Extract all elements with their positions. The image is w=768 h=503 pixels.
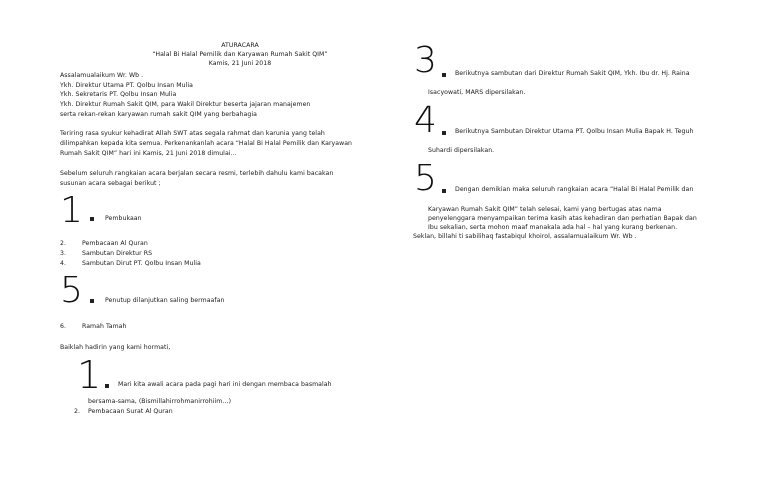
- opening-paragraph-line-1: Teriring rasa syukur kehadirat Allah SWT atas segala rahmat dan karunia yang telah: [60, 130, 325, 137]
- script-item-2-number: 2.: [74, 408, 81, 415]
- intro-paragraph-line-2: susunan acara sebagai berikut ;: [60, 180, 161, 187]
- script-item-4-line-1: Berikutnya Sambutan Direktur Utama PT. Qolbu Insan Mulia Bapak H. Teguh: [455, 128, 694, 135]
- opening-paragraph-line-2: dilimpahkan kepada kita semua. Perkenankanlah acara “Halal Bi Halal Pemilik dan Karyawan: [60, 140, 353, 147]
- agenda-item-5: Penutup dilanjutkan saling bermaafan: [105, 297, 225, 304]
- script-item-3-line-2: Isacyowati, MARS dipersilakan.: [428, 89, 526, 96]
- bullet-marker: [105, 384, 109, 388]
- script-number-1: 1: [77, 353, 102, 397]
- agenda-number-5: 5: [60, 270, 83, 311]
- agenda-item-4-number: 4.: [60, 260, 67, 267]
- bullet-marker: [442, 131, 446, 135]
- agenda-item-1: Pembukaan: [105, 215, 142, 222]
- greeting: Assalamualaikum Wr. Wb .: [60, 72, 144, 79]
- addressee-4: serta rekan-rekan karyawan rumah sakit QIM yang berbahagia: [60, 111, 257, 118]
- script-item-5-line-2: Karyawan Rumah Sakit QIM” telah selesai, kami yang bertugas atas nama: [428, 206, 662, 213]
- agenda-item-6: Ramah Tamah: [82, 323, 127, 330]
- opening-paragraph-line-3: Rumah Sakit QIM” hari ini Kamis, 21 Juni 2018 dimulai…: [60, 150, 237, 157]
- agenda-item-6-number: 6.: [60, 323, 67, 330]
- bullet-marker: [442, 189, 446, 193]
- script-item-5-line-3: penyelenggara menyampaikan terima kasih atas kehadiran dan perhatian Bapak dan: [428, 215, 697, 222]
- agenda-item-3-number: 3.: [60, 250, 67, 257]
- agenda-item-2: Pembacaan Al Quran: [82, 240, 148, 247]
- audience-address: Baiklah hadirin yang kami hormati,: [60, 344, 171, 351]
- script-item-1-line-1: Mari kita awali acara pada pagi hari ini dengan membaca basmalah: [118, 381, 332, 388]
- event-date: Kamis, 21 Juni 2018: [208, 60, 272, 67]
- addressee-2: Ykh. Sekretaris PT. Qolbu Insan Mulia: [60, 91, 177, 98]
- addressee-3: Ykh. Direktur Rumah Sakit QIM, para Wakil Direktur beserta jajaran manajemen: [60, 101, 311, 108]
- agenda-title: ATURACARA: [221, 42, 259, 49]
- intro-paragraph-line-1: Sebelum seluruh rangkaian acara berjalan secara resmi, terlebih dahulu kami bacakan: [60, 170, 334, 177]
- script-item-3-line-1: Berikutnya sambutan dari Direktur Rumah Sakit QIM, Ykh. Ibu dr. Hj. Raina: [455, 70, 690, 77]
- closing-statement: Seklan, billahi ti sabilihaq fastabiqul khoirol, assalamualaikum Wr. Wb .: [413, 233, 637, 240]
- addressee-1: Ykh. Direktur Utama PT. Qolbu Insan Mulia: [60, 82, 193, 89]
- event-subtitle: “Halal Bi Halal Pemilik dan Karyawan Rumah Sakit QIM”: [152, 51, 328, 58]
- script-item-5-line-4: Ibu sekalian, serta mohon maaf manakala ada hal – hal yang kurang berkenan.: [428, 224, 678, 231]
- bullet-marker: [90, 299, 94, 303]
- agenda-item-2-number: 2.: [60, 240, 67, 247]
- agenda-item-3: Sambutan Direktur RS: [82, 250, 153, 257]
- agenda-item-4: Sambutan Dirut PT. Qolbu Insan Mulia: [82, 260, 201, 267]
- bullet-marker: [90, 217, 94, 221]
- agenda-number-1: 1: [60, 190, 83, 231]
- script-item-5-line-1: Dengan demikian maka seluruh rangkaian acara “Halal Bi Halal Pemilik dan: [455, 186, 694, 193]
- script-item-4-line-2: Suhardi dipersilakan.: [428, 147, 495, 154]
- script-item-2: Pembacaan Surat Al Quran: [88, 408, 173, 415]
- script-item-1-line-2: bersama-sama, (Bismillahirrohmanirrohiim…): [88, 398, 232, 405]
- script-number-4: 4: [414, 100, 437, 141]
- script-number-5: 5: [414, 158, 437, 199]
- script-number-3: 3: [414, 40, 437, 81]
- bullet-marker: [442, 73, 446, 77]
